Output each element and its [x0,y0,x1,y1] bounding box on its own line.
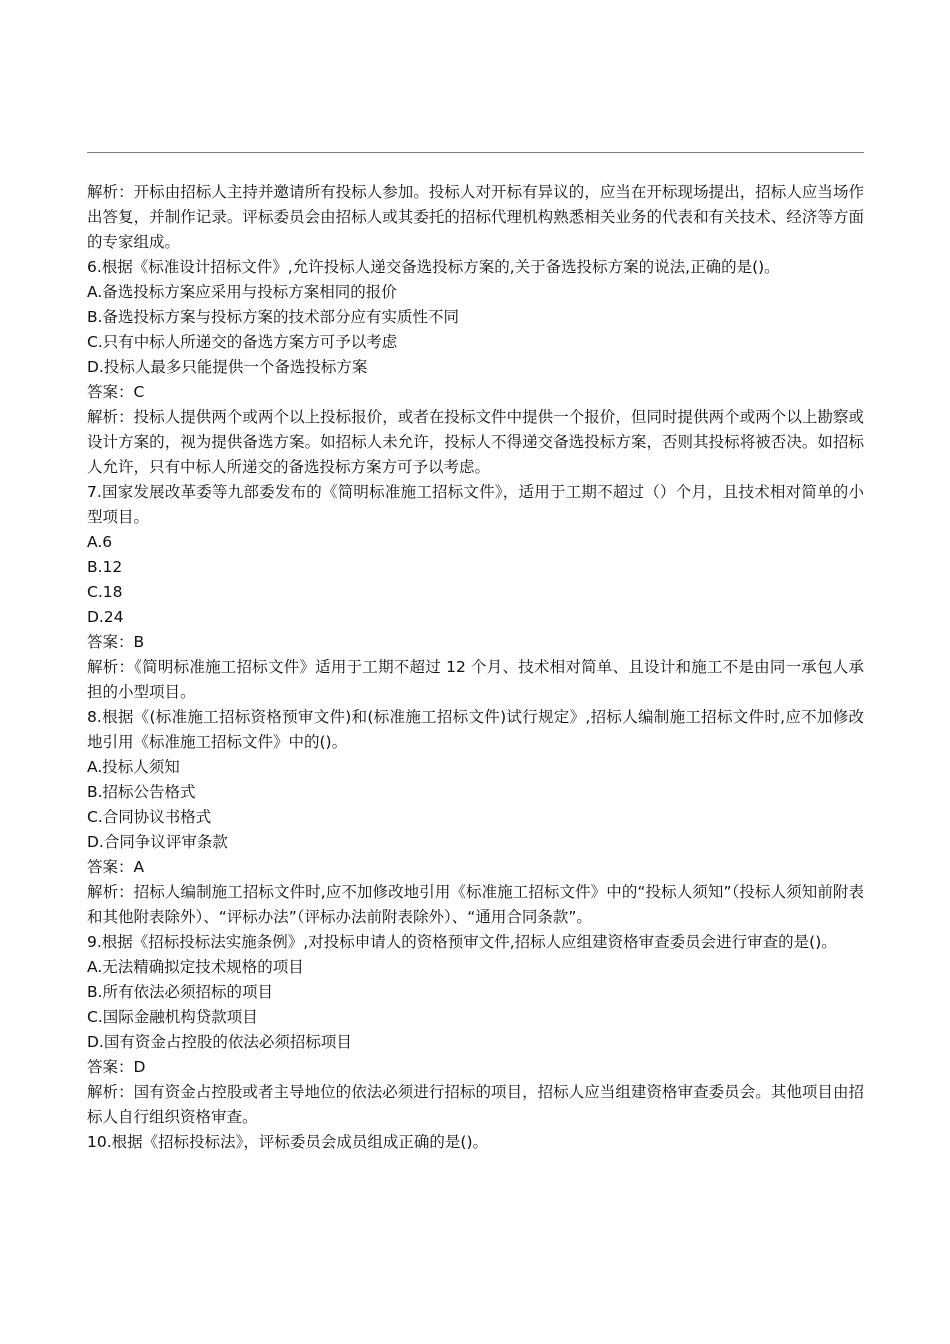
question-7-option-b: B.12 [87,558,123,576]
question-6-option-d: D.投标人最多只能提供一个备选投标方案 [87,358,368,376]
question-8-answer: 答案：A [87,858,145,876]
question-6-analysis: 解析：投标人提供两个或两个以上投标报价，或者在投标文件中提供一个报价，但同时提供两个或两个以上勘察或设计方案的，视为提供备选方案。如招标人未允许，投标人不得递交备选投标方案，否则其投标将被否决。如招标人允许，只有中标人所递交的备选投标方案方可予以考虑。 [87,408,864,476]
question-6-option-c: C.只有中标人所递交的备选方案方可予以考虑 [87,333,398,351]
question-8-option-a: A.投标人须知 [87,758,180,776]
question-7-stem: 7.国家发展改革委等九部委发布的《简明标准施工招标文件》，适用于工期不超过（）个月，且技术相对简单的小型项目。 [87,483,864,526]
question-8-stem: 8.根据《(标准施工招标资格预审文件)和(标准施工招标文件)试行规定》,招标人编制施工招标文件时,应不加修改地引用《标准施工招标文件》中的()。 [87,708,864,751]
question-7-option-c: C.18 [87,583,123,601]
question-8-option-d: D.合同争议评审条款 [87,833,228,851]
question-6-option-b: B.备选投标方案与投标方案的技术部分应有实质性不同 [87,308,460,326]
question-6-stem: 6.根据《标准设计招标文件》,允许投标人递交备选投标方案的,关于备选投标方案的说法,正确的是()。 [87,258,780,276]
header-divider [87,152,864,153]
question-8-option-c: C.合同协议书格式 [87,808,212,826]
question-9-stem: 9.根据《招标投标法实施条例》,对投标申请人的资格预审文件,招标人应组建资格审查委员会进行审查的是()。 [87,933,837,951]
question-10-stem: 10.根据《招标投标法》，评标委员会成员组成正确的是()。 [87,1133,488,1151]
question-7-option-d: D.24 [87,608,124,626]
document-body [87,180,864,1155]
intro-analysis: 解析：开标由招标人主持并邀请所有投标人参加。投标人对开标有异议的，应当在开标现场提出，招标人应当场作出答复，并制作记录。评标委员会由招标人或其委托的招标代理机构熟悉相关业务的代表和有关技术、经济等方面的专家组成。 [87,183,864,251]
question-7-analysis: 解析：《简明标准施工招标文件》适用于工期不超过 12 个月、技术相对简单、且设计和施工不是由同一承包人承担的小型项目。 [87,658,864,701]
question-9-option-c: C.国际金融机构贷款项目 [87,1008,258,1026]
question-7-answer: 答案：B [87,633,145,651]
question-7-option-a: A.6 [87,533,113,551]
question-9-option-b: B.所有依法必须招标的项目 [87,983,274,1001]
question-9-answer: 答案：D [87,1058,146,1076]
question-9-option-a: A.无法精确拟定技术规格的项目 [87,958,304,976]
question-8-option-b: B.招标公告格式 [87,783,196,801]
question-6-answer: 答案：C [87,383,145,401]
question-9-option-d: D.国有资金占控股的依法必须招标项目 [87,1033,352,1051]
question-8-analysis: 解析：招标人编制施工招标文件时,应不加修改地引用《标准施工招标文件》中的“投标人须知”（投标人须知前附表和其他附表除外）、“评标办法”（评标办法前附表除外）、“通用合同条款”。 [87,883,864,926]
question-9-analysis: 解析：国有资金占控股或者主导地位的依法必须进行招标的项目，招标人应当组建资格审查委员会。其他项目由招标人自行组织资格审查。 [87,1083,864,1126]
question-6-option-a: A.备选投标方案应采用与投标方案相同的报价 [87,283,397,301]
